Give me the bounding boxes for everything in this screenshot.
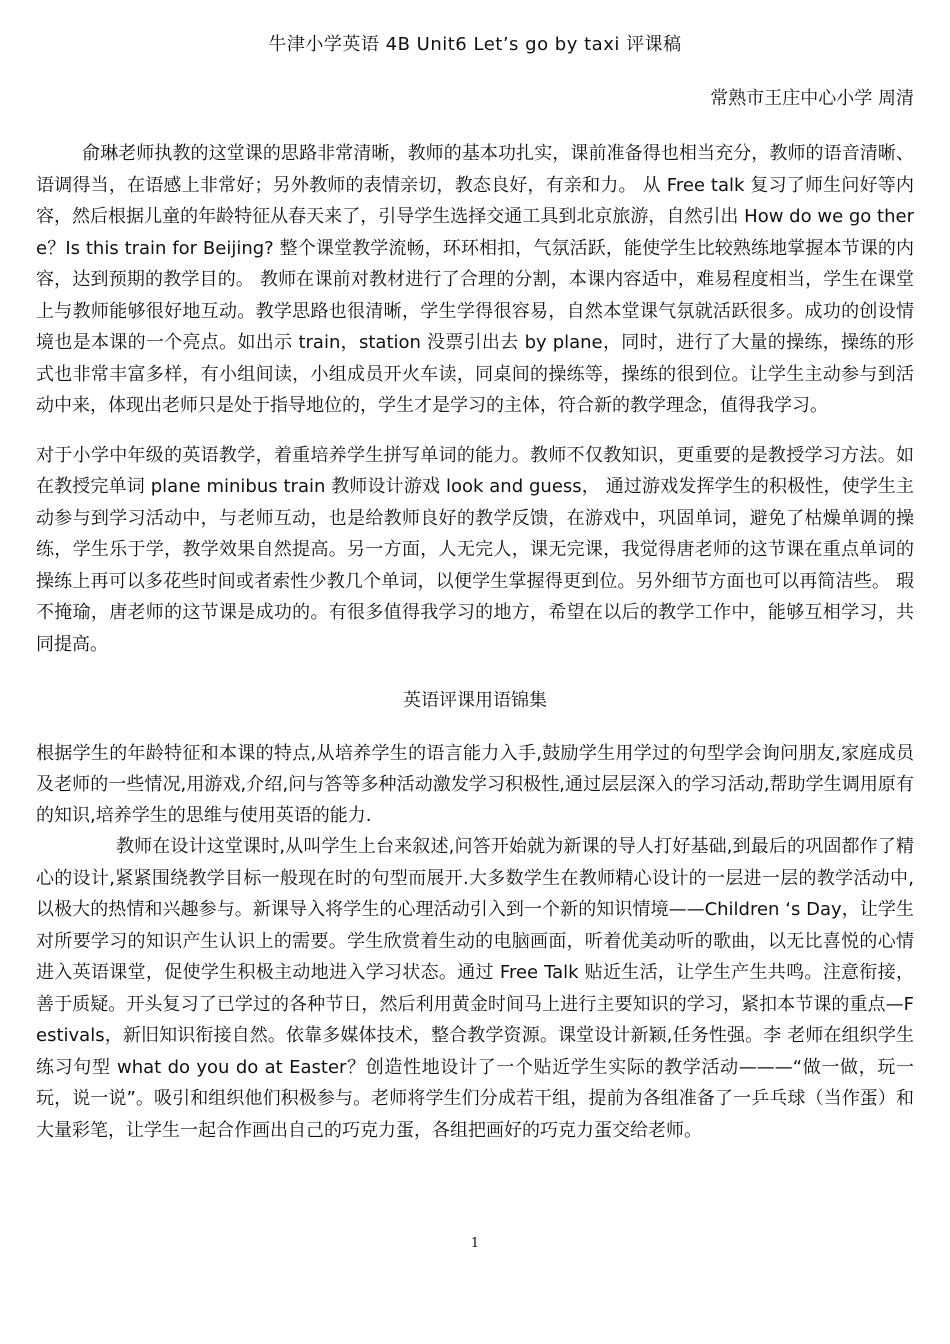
document-author: 常熟市王庄中心小学 周清 [710,88,914,109]
review-paragraph-1: 俞琳老师执教的这堂课的思路非常清晰，教师的基本功扎实，课前准备得也相当充分，教师的语音清晰、语调得当，在语感上非常好；另外教师的表情亲切，教态良好，有亲和力。 从 Free talk 复习了师生问好等内容，然后根据儿童的年龄特征从春天来了，引导学生选择交通工具到北京旅游，自然引出 How do we go there？Is this train for Beijing? 整个课堂教学流畅，环环相扣，气氛活跃，能使学生比较熟练地掌握本节课的内容，达到预期的教学目的。 教师在课前对教材进行了合理的分割，本课内容适中，难易程度相当，学生在课堂上与教师能够很好地互动。教学思路也很清晰，学生学得很容易，自然本堂课气氛就活跃很多。成功的创设情境也是本课的一个亮点。如出示 train，station 没票引出去 by plane，同时，进行了大量的操练，操练的形式也非常丰富多样，有小组间读，小组成员开火车读，同桌间的操练等，操练的很到位。让学生主动参与到活动中来，体现出老师只是处于指导地位的，学生才是学习的主体，符合新的教学理念，值得我学习。 [36,143,914,416]
review-paragraph-2: 对于小学中年级的英语教学，着重培养学生拼写单词的能力。教师不仅教知识，更重要的是教授学习方法。如在教授完单词 plane minibus train 教师设计游戏 look and guess， 通过游戏发挥学生的积极性，使学生主动参与到学习活动中，与老师互动，也是给教师良好的教学反馈，在游戏中，巩固单词，避免了枯燥单调的操练，学生乐于学，教学效果自然提高。另一方面，人无完人，课无完课，我觉得唐老师的这节课在重点单词的操练上再可以多花些时间或者索性少教几个单词，以便学生掌握得更到位。另外细节方面也可以再简洁些。 瑕不掩瑜，唐老师的这节课是成功的。有很多值得我学习的地方，希望在以后的教学工作中，能够互相学习，共同提高。 [36,444,914,655]
document-page [36,30,914,1146]
section-heading: 英语评课用语锦集 [403,690,547,711]
document-title: 牛津小学英语 4B Unit6 Let’s go by taxi 评课稿 [268,34,682,55]
section-paragraph-2: 教师在设计这堂课时,从叫学生上台来叙述,问答开始就为新课的导人打好基础,到最后的巩固都作了精心的设计,紧紧围绕教学目标一般现在时的句型而展开.大多数学生在教师精心设计的一层进一层的教学活动中,以极大的热情和兴趣参与。新课导入将学生的心理活动引入到一个新的知识情境——Children ‘s Day，让学生对所要学习的知识产生认识上的需要。学生欣赏着生动的电脑画面，听着优美动听的歌曲，以无比喜悦的心情进入英语课堂，促使学生积极主动地进入学习状态。通过 Free Talk 贴近生活，让学生产生共鸣。注意衔接，善于质疑。开头复习了已学过的各种节日，然后利用黄金时间马上进行主要知识的学习，紧扣本节课的重点—Festivals，新旧知识衔接自然。依靠多媒体技术，整合教学资源。课堂设计新颖,任务性强。李 老师在组织学生练习句型 what do you do at Easter？创造性地设计了一个贴近学生实际的教学活动———“做一做，玩一玩，说一说”。吸引和组织他们积极参与。老师将学生们分成若干组，提前为各组准备了一乒乓球（当作蛋）和大量彩笔，让学生一起合作画出自己的巧克力蛋，各组把画好的巧克力蛋交给老师。 [36,836,914,1141]
section-paragraph-1: 根据学生的年龄特征和本课的特点,从培养学生的语言能力入手,鼓励学生用学过的句型学会询问朋友,家庭成员及老师的一些情况,用游戏,介绍,问与答等多种活动激发学习积极性,通过层层深入的学习活动,帮助学生调用原有的知识,培养学生的思维与使用英语的能力. [36,743,914,826]
page-number: 1 [470,1236,480,1251]
